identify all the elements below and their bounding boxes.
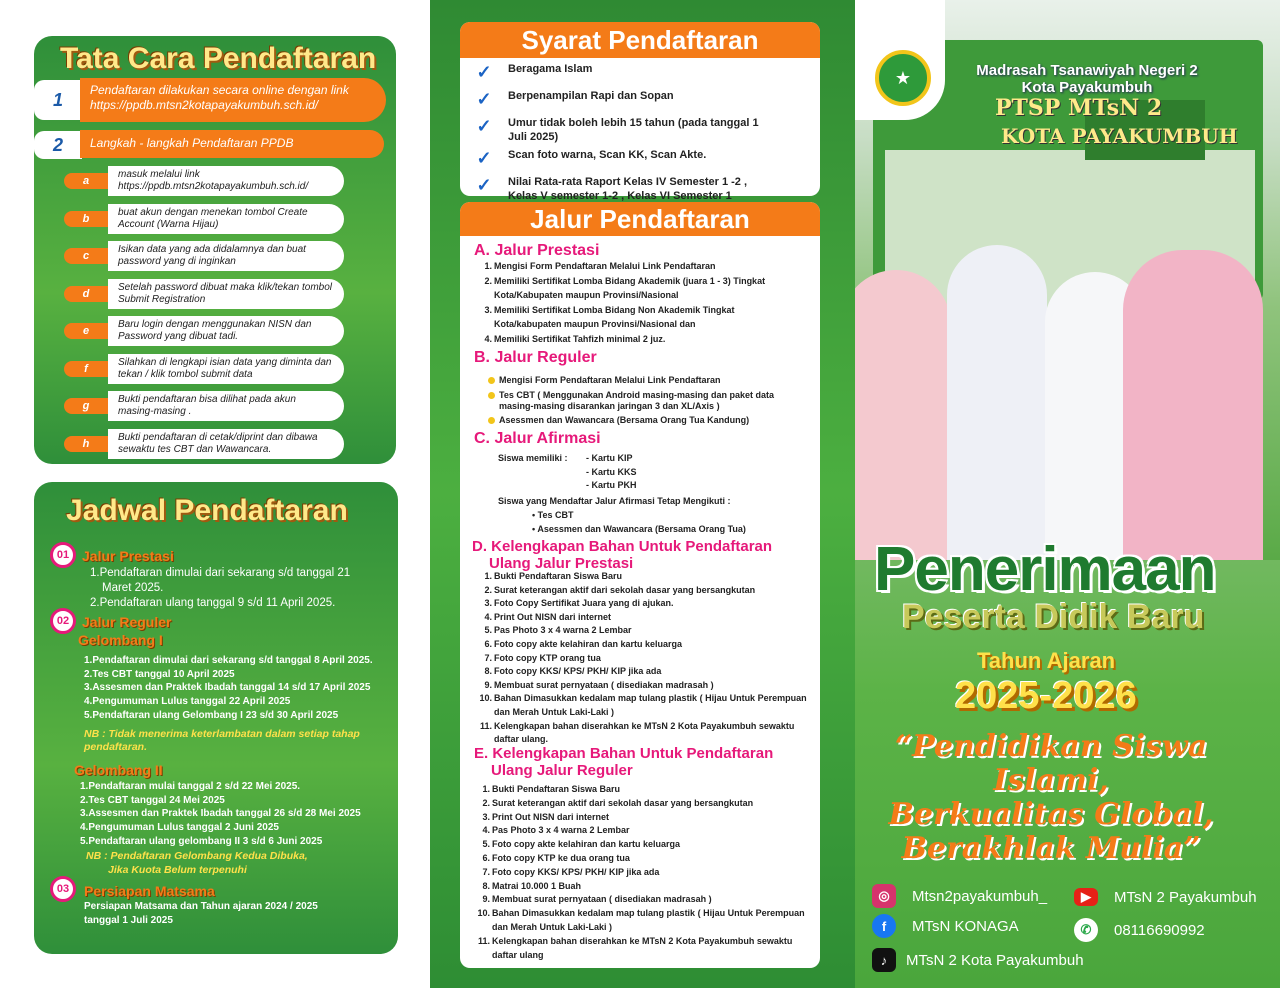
step-text: Bukti pendaftaran bisa dilihat pada akun masing-masing . [108, 391, 344, 421]
list-item [476, 303, 765, 318]
step-text: Bukti pendaftaran di cetak/diprint dan dibawa sewaktu tes CBT dan Wawancara. [108, 429, 344, 459]
step-row [64, 166, 384, 196]
item-number: 7. [484, 652, 492, 663]
list-item [474, 949, 805, 963]
item-number: 4. [484, 611, 492, 622]
list-item [474, 907, 805, 921]
syarat-item [474, 62, 810, 83]
student-4 [1123, 250, 1263, 560]
step-row [64, 354, 384, 384]
schedule-02-sub2: Gelombang II [74, 762, 163, 778]
schedule-02-nb2-1: NB : Pendaftaran Gelombang Kedua Dibuka, [86, 850, 308, 862]
whatsapp-icon: ✆ [1074, 918, 1098, 942]
step-text: buat akun dengan menekan tombol Create Account (Warna Hijau) [108, 204, 344, 234]
check-icon: ✓ [476, 148, 492, 168]
cover-motto: “Pendidikan Siswa Islami, Berkualitas Global, Berakhlak Mulia” [888, 729, 1214, 866]
schedule-line: 2.Tes CBT tanggal 10 April 2025 [84, 668, 235, 680]
item-text: Membuat surat pernyataan ( disediakan madrasah ) [494, 679, 714, 690]
item-text: Mengisi Form Pendaftaran Melalui Link Pendaftaran [494, 261, 716, 271]
syarat-text: Scan foto warna, Scan KK, Scan Akte. [508, 149, 707, 161]
syarat-item [474, 116, 810, 144]
syarat-item [474, 175, 810, 203]
schedule-02-lines [84, 654, 373, 723]
item-number: 5. [484, 625, 492, 636]
step-2-text: Langkah - langkah Pendaftaran PPDB [80, 130, 384, 158]
step-row [64, 241, 384, 271]
cover-tahun-ajaran: Tahun Ajaran [977, 648, 1116, 673]
schedule-line: 1.Pendaftaran mulai tanggal 2 s/d 22 Mei 2025. [80, 781, 301, 792]
item-number: 3. [484, 598, 492, 609]
item-number: 11. [479, 720, 492, 731]
item-text: Foto copy KTP orang tua [494, 652, 601, 663]
item-number: 1. [484, 571, 492, 581]
item-number: 10. [479, 693, 492, 704]
step-letter: b [64, 211, 108, 227]
jalur-c-cards: - Kartu KIP - Kartu KKS - Kartu PKH [586, 453, 637, 491]
schedule-02-lines2 [80, 780, 361, 849]
step-letter: f [64, 361, 108, 377]
item-number: 9. [482, 894, 490, 905]
check-icon: ✓ [476, 116, 492, 136]
item-text: Pas Photo 3 x 4 warna 2 Lembar [494, 625, 632, 636]
step-text: Isikan data yang ada didalamnya dan buat password yang di inginkan [108, 241, 344, 271]
step-letter: g [64, 398, 108, 414]
item-number: 3. [482, 811, 490, 822]
item-text: Foto copy akte kelahiran dan kartu keluarga [492, 839, 681, 850]
list-item [476, 259, 765, 274]
item-number: 10. [477, 908, 490, 919]
check-icon: ✓ [476, 89, 492, 109]
cover-title-penerimaan: Penerimaan [874, 535, 1216, 604]
syarat-text: Umur tidak boleh lebih 15 tahun (pada tanggal 1 Juli 2025) [508, 117, 759, 143]
facebook-icon: f [872, 914, 896, 938]
tata-cara-title: Tata Cara Pendaftaran [60, 42, 377, 75]
item-number: 2. [484, 275, 492, 286]
cover-photo [855, 0, 1280, 560]
syarat-list [460, 58, 820, 203]
step-row [64, 279, 384, 309]
step-letter: d [64, 286, 108, 302]
jalur-c-label: Siswa memiliki : [498, 453, 568, 463]
list-item [476, 679, 807, 693]
jalur-e-head: E. Kelengkapan Bahan Untuk Pendaftaran Ulang Jalur Reguler [474, 745, 774, 779]
jalur-c-follow: Siswa yang Mendaftar Jalur Afirmasi Tetap Mengikuti : [498, 496, 731, 506]
step-text: masuk melalui link https://ppdb.mtsn2kotapayakumbuh.sch.id/ [108, 166, 344, 196]
school-name: Madrasah Tsanawiyah Negeri 2 Kota Payakumbuh [976, 62, 1198, 96]
schedule-line: 3.Assesmen dan Praktek Ibadah tanggal 26 s/d 28 Mei 2025 [80, 808, 361, 820]
schedule-03-lines: Persiapan Matsama dan Tahun ajaran 2024 / 2025 tanggal 1 Juli 2025 [84, 901, 318, 926]
schedule-02-nb: NB : Tidak menerima keterlambatan dalam setiap tahap pendaftaran. [84, 728, 360, 753]
syarat-card [460, 22, 820, 202]
item-text: dan Merah Untuk Laki-Laki ) [494, 706, 615, 717]
tiktok-icon: ♪ [872, 948, 896, 972]
school-logo-icon: ★ [875, 50, 931, 106]
facebook-link[interactable]: f MTsN KONAGA [872, 914, 1019, 938]
item-number: 1. [482, 784, 490, 794]
jalur-c-follow-list: • Tes CBT • Asessmen dan Wawancara (Bersama Orang Tua) [532, 510, 746, 534]
syarat-title: Syarat Pendaftaran [460, 22, 820, 58]
student-1 [855, 270, 951, 560]
list-item [474, 866, 805, 880]
schedule-02-nb2-2: Jika Kuota Belum terpenuhi [108, 864, 247, 876]
list-item [474, 824, 805, 838]
jalur-b-head: B. Jalur Reguler [474, 349, 597, 366]
youtube-link[interactable]: ▶ MTsN 2 Payakumbuh [1074, 888, 1257, 906]
instagram-link[interactable]: ◎ Mtsn2payakumbuh_ [872, 884, 1047, 908]
item-text: daftar ulang. [494, 734, 549, 745]
step-letter: a [64, 173, 108, 189]
schedule-line: 5.Pendaftaran ulang gelombang II 3 s/d 6 Juni 2025 [80, 835, 323, 847]
schedule-03-badge: 03 [50, 876, 76, 902]
item-number: 7. [482, 866, 490, 877]
instagram-icon: ◎ [872, 884, 896, 908]
syarat-item [474, 148, 810, 169]
list-item [474, 811, 805, 825]
schedule-03-head: Persiapan Matsama [84, 883, 215, 899]
jadwal-title: Jadwal Pendaftaran [66, 494, 348, 527]
schedule-line: 4.Pengumuman Lulus tanggal 22 April 2025 [84, 696, 291, 708]
list-item [476, 692, 807, 706]
list-item [474, 921, 805, 935]
item-text: Foto copy akte kelahiran dan kartu keluarga [494, 638, 683, 649]
step-1-text: Pendaftaran dilakukan secara online dengan link https://ppdb.mtsn2kotapayakumbuh.sch.id/ [80, 78, 386, 122]
list-item [474, 893, 805, 907]
item-text: Memiliki Sertifikat Lomba Bidang Akademik (juara 1 - 3) Tingkat [494, 275, 766, 286]
item-number: 3. [484, 304, 492, 315]
step-letter: h [64, 436, 108, 452]
item-number: 1. [484, 261, 492, 271]
step-row [64, 316, 384, 346]
step-2-badge: 2 [34, 131, 82, 159]
item-text: Foto Copy Sertifikat Juara yang di ajukan. [494, 598, 674, 609]
jadwal-card [34, 482, 398, 954]
jalur-c-head: C. Jalur Afirmasi [474, 430, 601, 447]
item-text: Bahan Dimasukkan kedalam map tulang plastik ( Hijau Untuk Perempuan [494, 693, 807, 704]
jalur-a-list [476, 259, 765, 346]
list-item [476, 584, 807, 598]
item-text: Foto copy KKS/ KPS/ PKH/ KIP jika ada [492, 866, 660, 877]
list-item [476, 611, 807, 625]
schedule-line: 3.Assesmen dan Praktek Ibadah tanggal 14 s/d 17 April 2025 [84, 682, 371, 694]
list-item [476, 665, 807, 679]
list-item [476, 597, 807, 611]
item-number: 6. [484, 638, 492, 649]
whatsapp-link[interactable]: ✆ 08116690992 [1074, 918, 1205, 942]
item-number: 4. [482, 825, 490, 836]
jalur-b-list: Mengisi Form Pendaftaran Melalui Link Pendaftaran Tes CBT ( Menggunakan Android masing-masing dan paket data masing-masing disarankan jaringan 3 dan XL/Axis ) Asessmen dan Wawancara (Bersama Orang Tua Kandung) [488, 374, 808, 427]
item-text: Membuat surat pernyataan ( disediakan madrasah ) [492, 894, 712, 905]
item-number: 6. [482, 852, 490, 863]
item-text: Bukti Pendaftaran Siswa Baru [494, 571, 623, 581]
check-icon: ✓ [476, 175, 492, 195]
student-2 [947, 245, 1047, 560]
syarat-text: Beragama Islam [508, 63, 593, 75]
item-number: 11. [477, 935, 490, 946]
tata-cara-card [34, 36, 396, 464]
youtube-icon: ▶ [1074, 888, 1098, 906]
item-number: 8. [484, 666, 492, 677]
list-item [474, 852, 805, 866]
item-number: 2. [484, 584, 492, 595]
schedule-line: 5.Pendaftaran ulang Gelombang I 23 s/d 30 April 2025 [84, 709, 339, 721]
jalur-card [460, 202, 820, 968]
list-item [476, 288, 765, 303]
item-text: Surat keterangan aktif dari sekolah dasar yang bersangkutan [492, 797, 754, 808]
list-item [474, 880, 805, 894]
item-text: daftar ulang [492, 949, 544, 960]
list-item [476, 332, 765, 347]
list-item [476, 638, 807, 652]
item-text: Memiliki Sertifikat Tahfizh minimal 2 juz. [494, 333, 666, 344]
item-text: Surat keterangan aktif dari sekolah dasar yang bersangkutan [494, 584, 756, 595]
item-text: Memiliki Sertifikat Lomba Bidang Non Akademik Tingkat [494, 304, 735, 315]
step-text: Silahkan di lengkapi isian data yang diminta dan tekan / klik tombol submit data [108, 354, 344, 384]
list-item [476, 652, 807, 666]
schedule-line: 2.Tes CBT tanggal 24 Mei 2025 [80, 794, 225, 806]
step-letter: c [64, 248, 108, 264]
list-item [474, 935, 805, 949]
item-number: 9. [484, 679, 492, 690]
schedule-01-lines: 1.Pendaftaran dimulai dari sekarang s/d tanggal 21 Maret 2025. 2.Pendaftaran ulang tanggal 9 s/d 11 April 2025. [90, 567, 351, 609]
list-item [476, 706, 807, 720]
jalur-e-list [474, 783, 805, 962]
list-item [474, 783, 805, 797]
schedule-line: 4.Pengumuman Lulus tanggal 2 Juni 2025 [80, 822, 279, 834]
item-text: Kelengkapan bahan diserahkan ke MTsN 2 Kota Payakumbuh sewaktu [494, 720, 795, 731]
syarat-text: Berpenampilan Rapi dan Sopan [508, 90, 674, 102]
step-row [64, 429, 384, 459]
step-row [64, 391, 384, 421]
list-item [474, 797, 805, 811]
item-text: Print Out NISN dari internet [492, 811, 610, 822]
schedule-02-sub: Gelombang I [78, 632, 163, 648]
jalur-d-head: D. Kelengkapan Bahan Untuk Pendaftaran Ulang Jalur Prestasi [472, 538, 773, 572]
list-item [476, 720, 807, 734]
building-sign-line2: KOTA PAYAKUMBUH [1001, 124, 1238, 148]
list-item [476, 317, 765, 332]
schedule-02-badge: 02 [50, 608, 76, 634]
list-item [476, 274, 765, 289]
cover-title-ppdb: Peserta Didik Baru [902, 598, 1205, 636]
item-number: 5. [482, 839, 490, 850]
schedule-02-head: Jalur Reguler [82, 614, 172, 630]
item-text: Foto copy KTP ke dua orang tua [492, 852, 630, 863]
item-text: Kota/kabupaten maupun Provinsi/Nasional dan [494, 319, 696, 329]
item-text: Matrai 10.000 1 Buah [492, 880, 582, 891]
tiktok-link[interactable]: ♪ MTsN 2 Kota Payakumbuh [872, 948, 1084, 972]
list-item [476, 570, 807, 584]
item-text: Print Out NISN dari internet [494, 611, 612, 622]
jalur-d-list [476, 570, 807, 747]
step-letter: e [64, 323, 108, 339]
jalur-title: Jalur Pendaftaran [460, 202, 820, 236]
list-item [474, 838, 805, 852]
item-number: 8. [482, 880, 490, 891]
step-text: Baru login dengan menggunakan NISN dan Password yang dibuat tadi. [108, 316, 344, 346]
schedule-01-head: Jalur Prestasi [82, 548, 174, 564]
jalur-a-head: A. Jalur Prestasi [474, 242, 600, 259]
syarat-item [474, 89, 810, 110]
item-text: Kelengkapan bahan diserahkan ke MTsN 2 Kota Payakumbuh sewaktu [492, 935, 793, 946]
item-number: 2. [482, 797, 490, 808]
item-number: 4. [484, 333, 492, 344]
item-text: Foto copy KKS/ KPS/ PKH/ KIP jika ada [494, 666, 662, 677]
step-text: Setelah password dibuat maka klik/tekan tombol Submit Registration [108, 279, 344, 309]
item-text: Kota/Kabupaten maupun Provinsi/Nasional [494, 290, 679, 300]
item-text: dan Merah Untuk Laki-Laki ) [492, 921, 613, 932]
schedule-01-badge: 01 [50, 542, 76, 568]
list-item [476, 624, 807, 638]
building-sign-line1: PTSP MTsN 2 [995, 95, 1163, 121]
item-text: Pas Photo 3 x 4 warna 2 Lembar [492, 825, 630, 836]
step-row [64, 204, 384, 234]
step-1-badge: 1 [34, 80, 82, 120]
syarat-text: Nilai Rata-rata Raport Kelas IV Semester 1 -2 , Kelas V semester 1-2 , Kelas VI Semester 1 [508, 176, 748, 202]
schedule-line: 1.Pendaftaran dimulai dari sekarang s/d tanggal 8 April 2025. [84, 655, 373, 666]
item-text: Bukti Pendaftaran Siswa Baru [492, 784, 621, 794]
check-icon: ✓ [476, 62, 492, 82]
item-text: Bahan Dimasukkan kedalam map tulang plastik ( Hijau Untuk Perempuan [492, 908, 805, 919]
cover-year: 2025-2026 [955, 675, 1137, 717]
